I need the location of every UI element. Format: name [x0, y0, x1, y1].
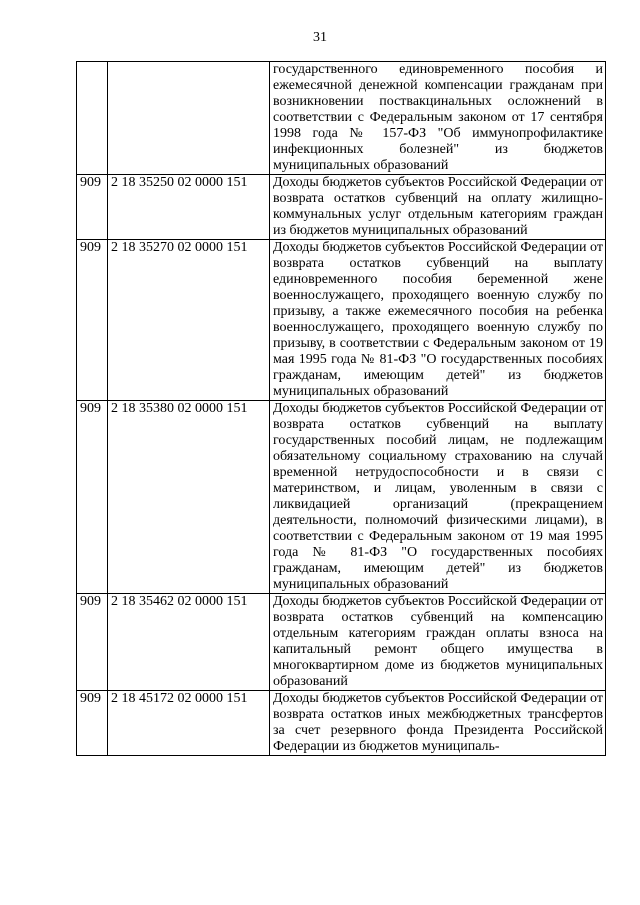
budget-revenue-table — [76, 61, 606, 756]
kbk-code-cell: 2 18 35380 02 0000 151 — [108, 401, 270, 594]
admin-code-cell — [77, 62, 108, 175]
description-cell: Доходы бюджетов субъектов Российской Федерации от возврата остатков субвенций на оплату жилищно-коммунальных услуг отдельным категориям граждан из бюджетов муниципальных образований — [270, 175, 606, 240]
table-row — [77, 240, 606, 401]
admin-code-cell: 909 — [77, 594, 108, 691]
table-row — [77, 62, 606, 175]
admin-code-cell: 909 — [77, 240, 108, 401]
kbk-code-cell: 2 18 35250 02 0000 151 — [108, 175, 270, 240]
kbk-code-cell: 2 18 35270 02 0000 151 — [108, 240, 270, 401]
admin-code-cell: 909 — [77, 401, 108, 594]
admin-code-cell: 909 — [77, 175, 108, 240]
description-cell: Доходы бюджетов субъектов Российской Федерации от возврата остатков субвенций на выплату единовременного пособия беременной жене военнослужащего, проходящего военную службу по призыву, а также ежемесячного пособия на ребенка военнослужащего, проходящего военную службу по призыву, в соответствии с Федеральным законом от 19 мая 1995 года № 81-ФЗ "О государственных пособиях гражданам, имеющим детей" из бюджетов муниципальных образований — [270, 240, 606, 401]
table-row — [77, 175, 606, 240]
table-row — [77, 594, 606, 691]
kbk-code-cell: 2 18 35462 02 0000 151 — [108, 594, 270, 691]
description-cell: Доходы бюджетов субъектов Российской Федерации от возврата остатков иных межбюджетных трансфертов за счет резервного фонда Президента Российской Федерации из бюджетов муниципаль- — [270, 691, 606, 756]
kbk-code-cell — [108, 62, 270, 175]
admin-code-cell: 909 — [77, 691, 108, 756]
kbk-code-cell: 2 18 45172 02 0000 151 — [108, 691, 270, 756]
description-cell: Доходы бюджетов субъектов Российской Федерации от возврата остатков субвенций на выплату государственных пособий лицам, не подлежащим обязательному социальному страхованию на случай временной нетрудоспособности и в связи с материнством, и лицам, уволенным в связи с ликвидацией организаций (прекращением деятельности, полномочий физическими лицами), в соответствии с Федеральным законом от 19 мая 1995 года № 81-ФЗ "О государственных пособиях гражданам, имеющим детей" из бюджетов муниципальных образований — [270, 401, 606, 594]
table-row — [77, 401, 606, 594]
page-number: 31 — [313, 30, 327, 45]
table-row — [77, 691, 606, 756]
description-cell: Доходы бюджетов субъектов Российской Федерации от возврата остатков субвенций на компенсацию отдельным категориям граждан оплаты взноса на капитальный ремонт общего имущества в многоквартирном доме из бюджетов муниципальных образований — [270, 594, 606, 691]
description-cell: государственного единовременного пособия и ежемесячной денежной компенсации гражданам при возникновении поствакцинальных осложнений в соответствии с Федеральным законом от 17 сентября 1998 года № 157-ФЗ "Об иммунопрофилактике инфекционных болезней" из бюджетов муниципальных образований — [270, 62, 606, 175]
